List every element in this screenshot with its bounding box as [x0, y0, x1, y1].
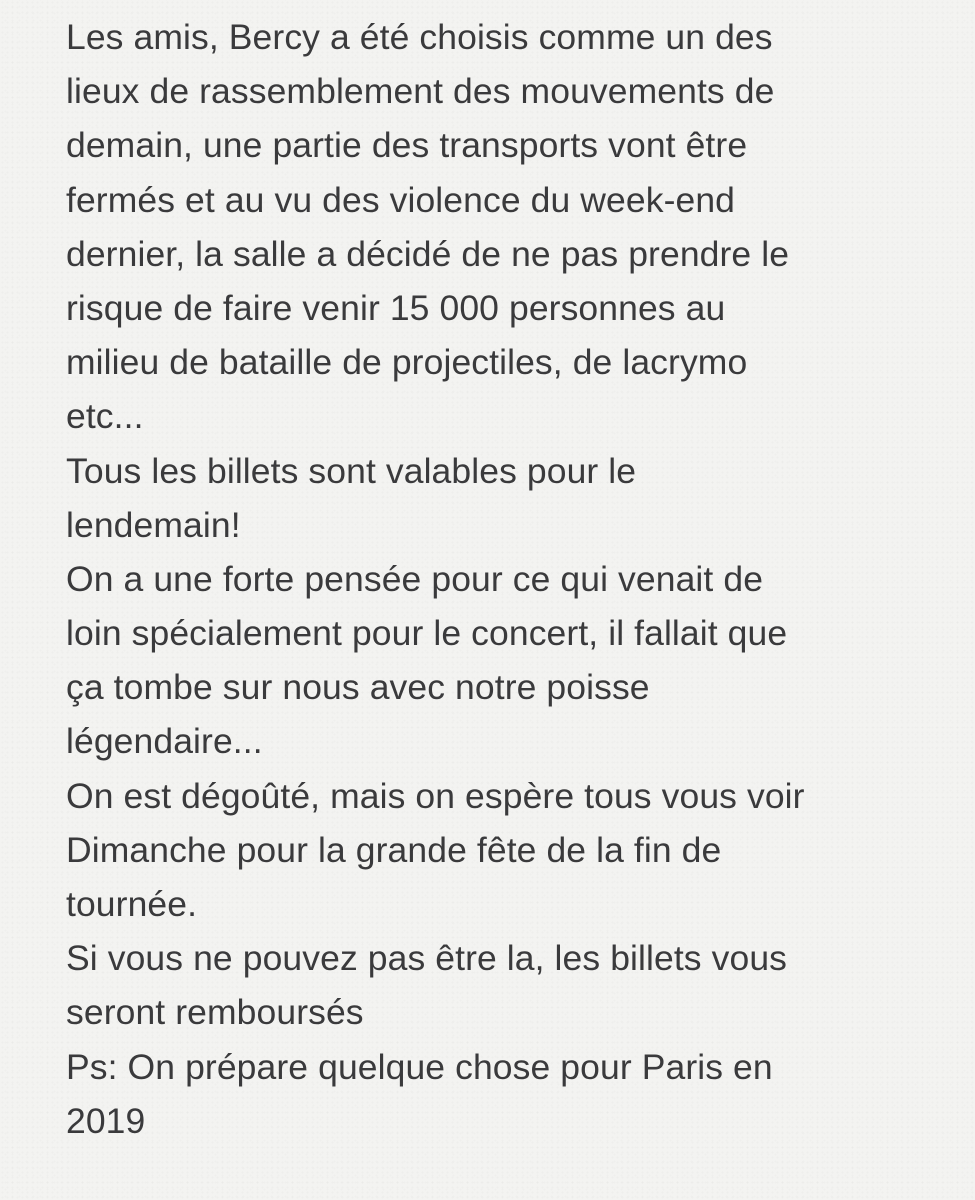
note-line: lieux de rassemblement des mouvements de	[66, 71, 775, 112]
note-line: Les amis, Bercy a été choisis comme un des	[66, 17, 773, 57]
note-line: loin spécialement pour le concert, il fallait que	[66, 613, 788, 654]
note-line: Si vous ne pouvez pas être la, les billets vous	[66, 938, 788, 979]
note-line: seront remboursés	[66, 992, 364, 1033]
note-line: 2019	[66, 1100, 146, 1141]
note-line: tournée.	[66, 884, 198, 924]
note-line: Dimanche pour la grande fête de la fin de	[66, 829, 722, 870]
note-line: On a une forte pensée pour ce qui venait de	[66, 558, 764, 599]
note-line: légendaire...	[66, 721, 263, 762]
note-line: risque de faire venir 15 000 personnes au	[66, 287, 726, 328]
note-line: demain, une partie des transports vont être	[66, 125, 748, 166]
note-line: ça tombe sur nous avec notre poisse	[66, 667, 650, 708]
note-line: dernier, la salle a décidé de ne pas prendre le	[66, 233, 790, 274]
note-line: lendemain!	[66, 504, 241, 545]
note-line: Ps: On prépare quelque chose pour Paris en	[66, 1046, 773, 1087]
note-body[interactable]	[66, 10, 946, 1148]
note-line: milieu de bataille de projectiles, de lacrymo	[66, 342, 748, 383]
note-line: On est dégoûté, mais on espère tous vous voir	[66, 775, 805, 816]
note-line: fermés et au vu des violence du week-end	[66, 179, 736, 220]
note-line: Tous les billets sont valables pour le	[66, 450, 637, 491]
note-line: etc...	[66, 396, 144, 437]
